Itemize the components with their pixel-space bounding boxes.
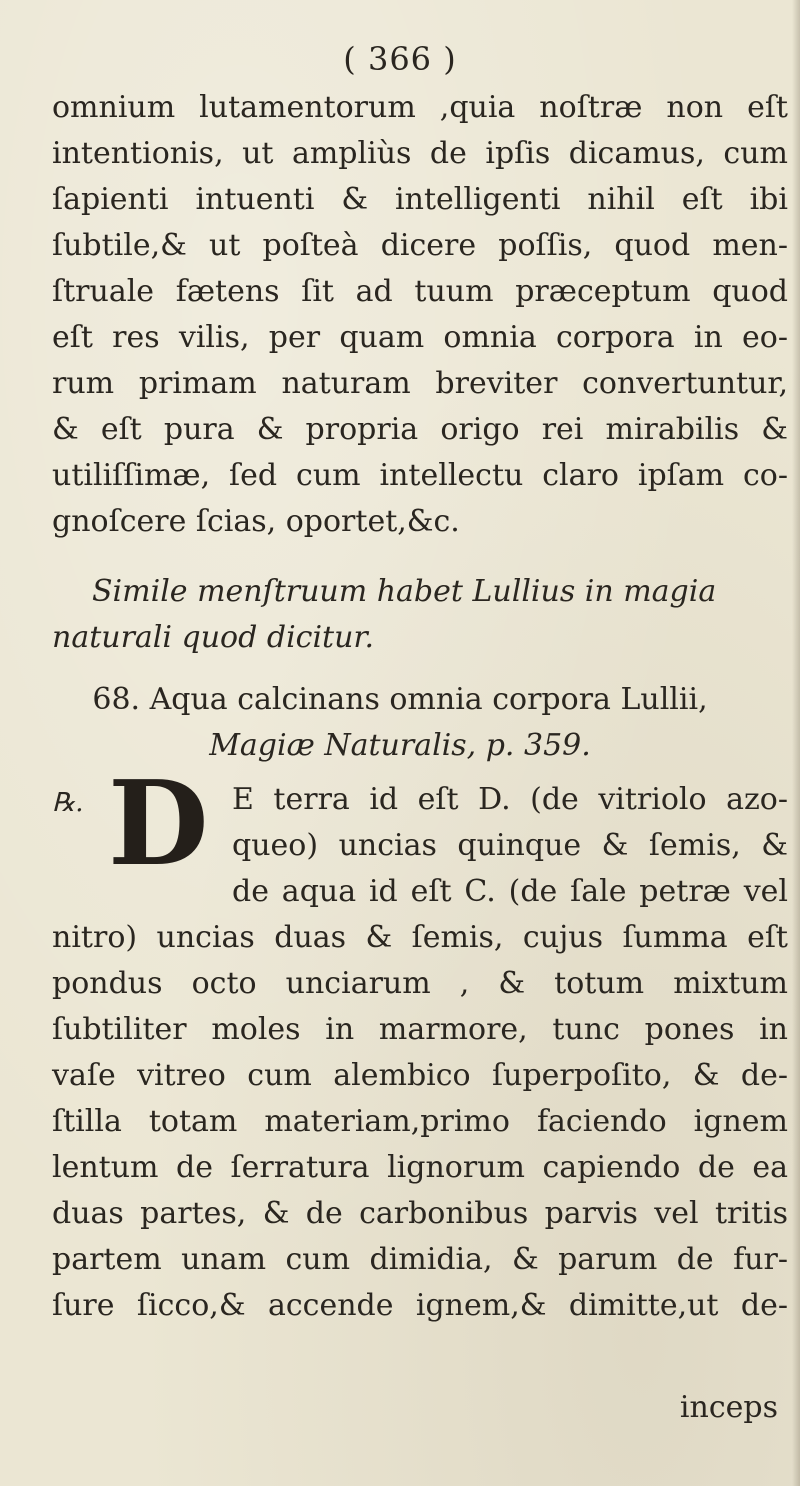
text-line: ſtilla totam materiam,primo faciendo ignem: [52, 1104, 788, 1139]
text-line: lentum de ſerratura lignorum capiendo de ea: [52, 1150, 788, 1185]
text-line: & eſt pura & propria origo rei mirabilis &: [52, 412, 788, 447]
text-line: ſapienti intuenti & intelligenti nihil eſt ibi: [52, 182, 788, 217]
text-line: intentionis, ut ampliùs de ipſis dicamus, cum: [52, 136, 788, 171]
text-line: gnoſcere ſcias, oportet,&c.: [52, 504, 460, 539]
text-line: pondus octo unciarum , & totum mixtum: [52, 966, 788, 1001]
text-line: ſubtiliter moles in marmore, tunc pones in: [52, 1012, 788, 1047]
italic-heading-line: Simile menſtruum habet Lullius in magia: [92, 574, 717, 609]
italic-heading-line: naturali quod dicitur.: [52, 620, 375, 655]
text-line: nitro) uncias duas & ſemis, cujus ſumma eſt: [52, 920, 788, 955]
text-line: eſt res vilis, per quam omnia corpora in eo-: [52, 320, 788, 355]
text-line: duas partes, & de carbonibus parvis vel tritis: [52, 1196, 788, 1231]
text-line: ſure ſicco,& accende ignem,& dimitte,ut de-: [52, 1288, 788, 1323]
text-line: vaſe vitreo cum alembico ſuperpoſito, & de-: [52, 1058, 788, 1093]
text-line: utiliſſimæ, ſed cum intellectu claro ipſam co-: [52, 458, 788, 493]
text-line: partem unam cum dimidia, & parum de fur-: [52, 1242, 788, 1277]
section-title: 68. Aqua calcinans omnia corpora Lullii,: [92, 682, 708, 717]
drop-cap-initial: D: [108, 756, 209, 892]
catchword: inceps: [679, 1390, 778, 1425]
text-line: ſtruale fætens ſit ad tuum præceptum quod: [52, 274, 788, 309]
text-line: de aqua id eſt C. (de ſale petræ vel: [232, 874, 788, 909]
section-source: Magiæ Naturalis, p. 359.: [209, 728, 591, 763]
text-line: E terra id eſt D. (de vitriolo azo-: [232, 782, 788, 817]
text-line: queo) uncias quinque & ſemis, &: [232, 828, 788, 863]
page-number: ( 366 ): [343, 40, 457, 78]
recipe-symbol: ℞.: [52, 788, 84, 818]
text-line: rum primam naturam breviter convertuntur,: [52, 366, 788, 401]
text-line: omnium lutamentorum ,quia noſtræ non eſt: [52, 90, 788, 125]
text-line: ſubtile,& ut poſteà dicere poſſis, quod men-: [52, 228, 788, 263]
